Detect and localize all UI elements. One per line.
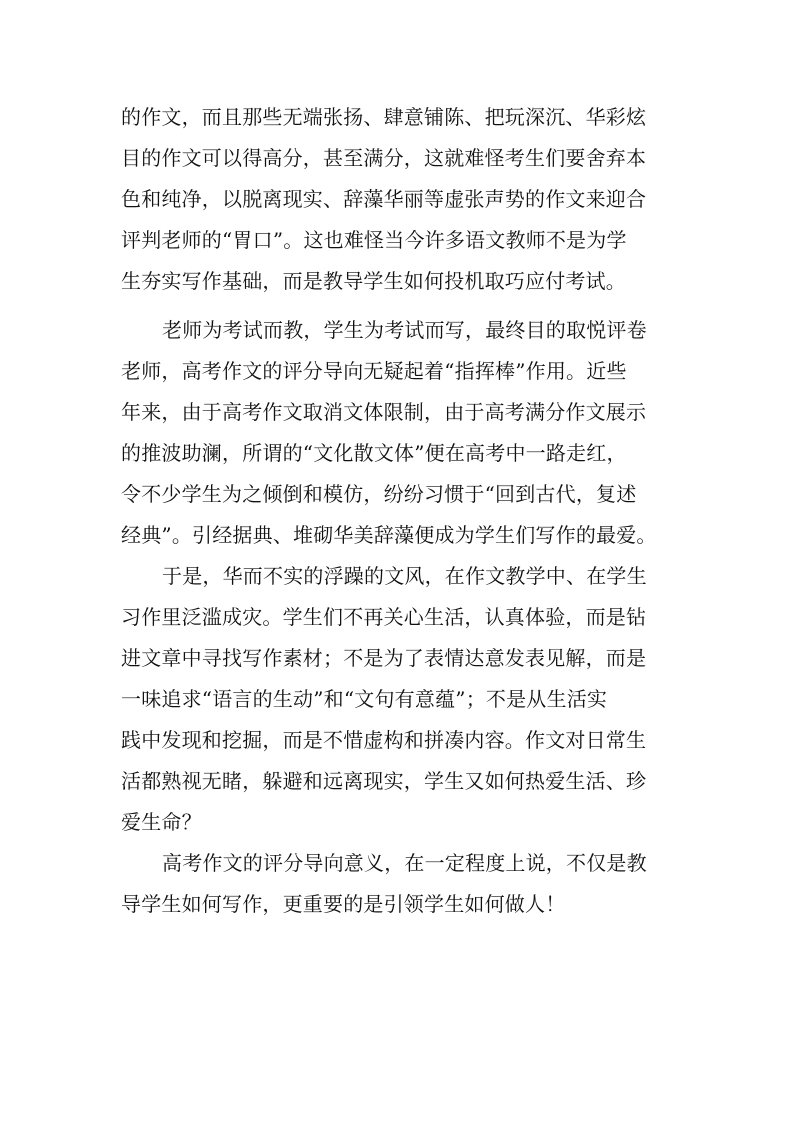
text-line: 一味追求“语言的生动”和“文句有意蕴”；不是从生活实 [121,687,608,711]
text-line: 导学生如何写作，更重要的是引领学生如何做人！ [121,892,566,916]
text-line: 高考作文的评分导向意义，在一定程度上说，不仅是教 [162,851,647,875]
text-line: 进文章中寻找写作素材；不是为了表情达意发表见解，而是 [121,646,647,670]
text-line: 老师，高考作文的评分导向无疑起着“指挥棒”作用。近些 [121,359,627,383]
text-line: 生夯实写作基础，而是教导学生如何投机取巧应付考试。 [121,269,626,293]
text-line: 评判老师的“胃口”。这也难怪当今许多语文教师不是为学 [121,228,627,252]
text-line: 的作文，而且那些无端张扬、肆意铺陈、把玩深沉、华彩炫 [121,105,647,129]
text-line: 经典”。引经据典、堆砌华美辞藻便成为学生们写作的最爱。 [121,523,657,547]
text-line: 的推波助澜，所谓的“文化散文体”便在高考中一路走红， [121,441,627,465]
text-line: 践中发现和挖掘，而是不惜虚构和拼凑内容。作文对日常生 [121,728,647,752]
text-line: 活都熟视无睹，躲避和远离现实，学生又如何热爱生活、珍 [121,769,647,793]
text-line: 于是，华而不实的浮躁的文风，在作文教学中、在学生 [162,564,647,588]
text-line: 爱生命？ [121,810,202,834]
text-line: 老师为考试而教，学生为考试而写，最终目的取悦评卷 [162,318,647,342]
text-line: 年来，由于高考作文取消文体限制，由于高考满分作文展示 [121,400,647,424]
text-line: 目的作文可以得高分，甚至满分，这就难怪考生们要舍弃本 [121,146,647,170]
text-line: 令不少学生为之倾倒和模仿，纷纷习惯于“回到古代，复述 [121,482,637,506]
text-line: 色和纯净，以脱离现实、辞藻华丽等虚张声势的作文来迎合 [121,187,647,211]
text-line: 习作里泛滥成灾。学生们不再关心生活，认真体验，而是钻 [121,605,647,629]
